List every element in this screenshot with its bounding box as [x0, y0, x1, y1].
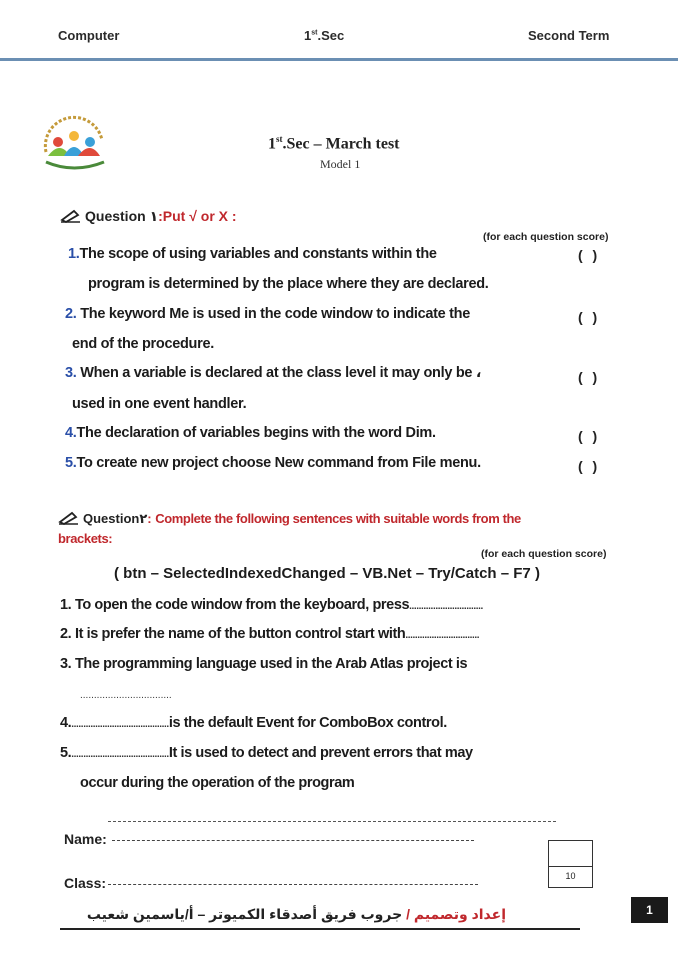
q1-answer-box-1[interactable]: ( ): [578, 247, 598, 263]
score-box: [548, 840, 593, 888]
question1-heading: Question ١:Put √ or X :: [60, 208, 237, 225]
q2-item-1: 1. To open the code window from the keyboard, press...............................: [60, 597, 483, 613]
q1-answer-box-4[interactable]: ( ): [578, 428, 598, 444]
class-label: Class:: [64, 875, 107, 891]
q2-item-5-cont: occur during the operation of the program: [80, 775, 355, 791]
q2-item-5: 5..........................................It is used to detect and prevent errors that may: [60, 745, 473, 761]
q1-item-1: 1.The scope of using variables and constants within the: [68, 246, 437, 262]
footer-underline: [60, 928, 580, 930]
header-divider: [0, 58, 678, 61]
pencil-icon: [60, 209, 82, 223]
q1-item-2: 2. The keyword Me is used in the code window to indicate the: [65, 306, 470, 322]
q1-item-2-cont: end of the procedure.: [72, 336, 214, 352]
header-grade: 1st.Sec: [304, 28, 345, 43]
q2-item-4: 4..........................................is the default Event for ComboBox control.: [60, 715, 447, 731]
q1-answer-box-2[interactable]: ( ): [578, 309, 598, 325]
q1-item-1-cont: program is determined by the place where they are declared.: [88, 276, 489, 292]
q1-item-5: 5.To create new project choose New command from File menu.: [65, 455, 481, 471]
q1-answer-box-5[interactable]: ( ): [578, 458, 598, 474]
header-subject: Computer: [58, 28, 120, 43]
q2-blank-5[interactable]: .........................................: [71, 749, 169, 760]
q2-blank-1[interactable]: ...............................: [409, 601, 483, 612]
q1-item-3: 3. When a variable is declared at the class level it may only be ،: [65, 365, 482, 381]
section-divider: [108, 821, 556, 822]
class-input-line[interactable]: [108, 884, 478, 885]
question1-score-note: (for each question score): [483, 231, 609, 243]
q2-item-2: 2. It is prefer the name of the button control start with...............................: [60, 626, 480, 642]
word-bank: ( btn – SelectedIndexedChanged – VB.Net – Try/Catch – F7 ): [114, 565, 540, 582]
q2-blank-4[interactable]: .........................................: [71, 719, 169, 730]
footer-credit: إعداد وتصميم / جروب فريق أصدقاء الكميوتر – أ/ياسمين شعيب: [86, 906, 506, 922]
score-total: 10: [565, 871, 576, 881]
q1-item-3-cont: used in one event handler.: [72, 396, 247, 412]
q2-item-3: 3. The programming language used in the Arab Atlas project is: [60, 656, 468, 672]
name-input-line[interactable]: [112, 840, 474, 841]
question2-heading: Question٢: Complete the following sentences with suitable words from the: [58, 511, 521, 527]
q2-blank-2[interactable]: ...............................: [405, 630, 480, 641]
pencil-icon: [58, 511, 80, 525]
q2-blank-3[interactable]: .................................: [80, 690, 172, 701]
exam-model: Model 1: [320, 157, 361, 171]
page-number: 1: [631, 897, 668, 923]
name-label: Name:: [64, 831, 107, 847]
q1-item-4: 4.The declaration of variables begins with the word Dim.: [65, 425, 436, 441]
q1-answer-box-3[interactable]: ( ): [578, 369, 598, 385]
exam-title: 1st.Sec – March test: [268, 134, 400, 153]
score-box-divider: [549, 866, 592, 867]
question2-score-note: (for each question score): [481, 548, 607, 560]
question2-instruction-cont: brackets:: [58, 531, 113, 546]
header-term: Second Term: [528, 28, 610, 43]
team-logo-icon: [38, 112, 110, 178]
